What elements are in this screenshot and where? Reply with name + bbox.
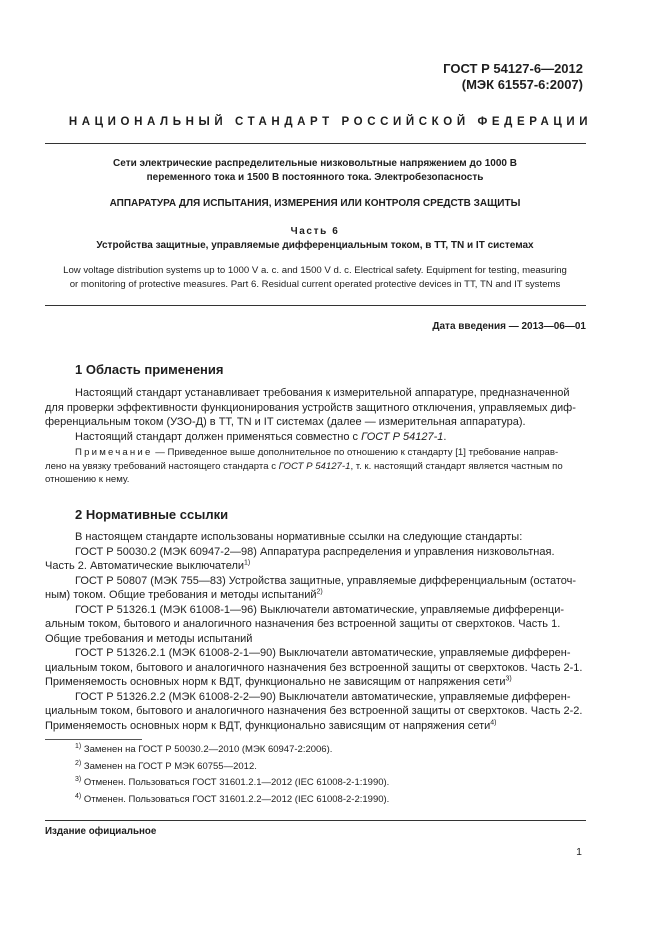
title-divider bbox=[45, 305, 586, 306]
s2-line-text: ным) током. Общие требования и методы испытаний bbox=[45, 589, 317, 601]
note-line-2a: лено на увязку требований настоящего стандарта с bbox=[45, 460, 279, 472]
s1-p2-text: Настоящий стандарт должен применяться совместно с bbox=[75, 430, 362, 443]
note-line-2-ref: ГОСТ Р 54127-1 bbox=[278, 460, 351, 472]
s1-line: ференциальным током (УЗО-Д) в TT, TN и IT системах (далее — измерительная аппаратура). bbox=[45, 416, 526, 428]
s2-line: циальным током, бытового и аналогичного назначения без встроенной защиты от сверхтоков. Часть 2-2. bbox=[45, 705, 583, 717]
header-divider bbox=[45, 143, 586, 144]
footnote-mark: 3) bbox=[75, 775, 82, 783]
s2-line: ГОСТ Р 51326.2.2 (МЭК 61008-2-2—90) Выключатели автоматические, управляемые дифферен- bbox=[75, 690, 571, 703]
section-1-heading: 1 Область применения bbox=[75, 362, 224, 377]
s2-line: ГОСТ Р 51326.2.1 (МЭК 61008-2-1—90) Выключатели автоматические, управляемые дифферен- bbox=[75, 647, 571, 659]
section-1-note bbox=[45, 446, 586, 487]
section-2-heading: 2 Нормативные ссылки bbox=[75, 507, 229, 522]
standard-code: ГОСТ Р 54127-6—2012 bbox=[443, 61, 583, 76]
national-standard-heading: НАЦИОНАЛЬНЫЙ СТАНДАРТ РОССИЙСКОЙ ФЕДЕРАЦИИ bbox=[68, 116, 593, 128]
s2-line: ГОСТ Р 50807 (МЭК 755—83) Устройства защитные, управляемые дифференциальным (остаточ- bbox=[75, 574, 577, 587]
footnote-divider bbox=[45, 739, 142, 740]
footnote-ref-1: 1) bbox=[244, 559, 251, 567]
s2-line: ГОСТ Р 50030.2 (МЭК 60947-2—98) Аппаратура распределения и управления низковольтная. bbox=[75, 545, 555, 558]
footnote-text: Отменен. Пользоваться ГОСТ 31601.2.1—2012 (IEC 61008-2-1:1990). bbox=[83, 777, 390, 788]
footnote-ref-4: 4) bbox=[490, 718, 497, 726]
title-line-1: Сети электрические распределительные низковольтные напряжением до 1000 В bbox=[113, 158, 517, 169]
s2-line: ГОСТ Р 51326.1 (МЭК 61008-1—96) Выключатели автоматические, управляемые дифференци- bbox=[75, 603, 565, 616]
footnote-mark: 4) bbox=[75, 792, 82, 800]
footnotes bbox=[75, 743, 389, 807]
s2-line-text: Применяемость основных норм к ВДТ, функционально не зависящим от напряжения сети bbox=[45, 676, 506, 688]
footnote-text: Отменен. Пользоваться ГОСТ 31601.2.2—2012 (IEC 61008-2-2:1990). bbox=[83, 793, 390, 805]
official-edition: Издание официальное bbox=[45, 826, 157, 837]
title-main: АППАРАТУРА ДЛЯ ИСПЫТАНИЯ, ИЗМЕРЕНИЯ ИЛИ КОНТРОЛЯ СРЕДСТВ ЗАЩИТЫ bbox=[109, 198, 521, 209]
s2-line: альным током, бытового и аналогичного назначения без встроенной защиты от сверхтоков. Часть 1. bbox=[45, 618, 561, 630]
s2-line: В настоящем стандарте использованы нормативные ссылки на следующие стандарты: bbox=[75, 531, 523, 543]
footnote-item bbox=[75, 776, 389, 790]
note-line-2b: , т. к. настоящий стандарт является частным по bbox=[350, 460, 563, 472]
s2-line-text: Часть 2. Автоматические выключатели bbox=[45, 560, 245, 572]
footnote-text: Заменен на ГОСТ Р МЭК 60755—2012. bbox=[83, 760, 257, 772]
footnote-ref-3: 3) bbox=[505, 675, 512, 683]
english-title-line-1: Low voltage distribution systems up to 1000 V a. c. and 1500 V d. c. Electrical safety. Equipment for testing, measuring bbox=[63, 265, 567, 276]
s2-line: циальным током, бытового и аналогичного назначения без встроенной защиты от сверхтоков. Часть 2-1. bbox=[45, 661, 583, 674]
note-line-3: отношению к нему. bbox=[45, 474, 130, 485]
page-number: 1 bbox=[576, 846, 582, 858]
note-line-1: — Приведенное выше дополнительное по отношению к стандарту [1] требование направ- bbox=[152, 447, 559, 458]
s2-line bbox=[45, 719, 586, 734]
s1-line: Настоящий стандарт устанавливает требования к измерительной аппаратуре, предназначенной bbox=[75, 387, 570, 399]
section-1-paragraph-2 bbox=[45, 430, 586, 445]
footnote-item bbox=[75, 743, 389, 757]
footnote-text: Заменен на ГОСТ Р 50030.2—2010 (МЭК 60947-2:2006). bbox=[83, 744, 333, 755]
note-label: Примечание bbox=[75, 447, 153, 458]
s2-line-text: Применяемость основных норм к ВДТ, функционально зависящим от напряжения сети bbox=[45, 719, 491, 732]
section-2-body bbox=[45, 530, 586, 733]
iec-code: (МЭК 61557-6:2007) bbox=[461, 77, 583, 92]
footnote-item bbox=[75, 760, 389, 774]
s2-line bbox=[45, 675, 586, 690]
footnote-mark: 1) bbox=[75, 742, 82, 750]
note-line bbox=[45, 460, 586, 474]
s2-line: Общие требования и методы испытаний bbox=[45, 632, 253, 645]
s2-line bbox=[45, 559, 586, 574]
s1-line: для проверки эффективности функционирования устройств защитного отключения, управляемых диф- bbox=[45, 401, 576, 414]
footer-divider bbox=[45, 820, 586, 821]
introduction-date: Дата введения — 2013—06—01 bbox=[432, 321, 586, 332]
section-1-paragraph-1 bbox=[45, 386, 586, 444]
note-line bbox=[45, 446, 586, 460]
title-line-2: переменного тока и 1500 В постоянного тока. Электробезопасность bbox=[146, 172, 484, 183]
footnote-item bbox=[75, 793, 389, 807]
s1-p2-end: . bbox=[443, 430, 447, 443]
title-subtitle: Устройства защитные, управляемые дифференциальным током, в TT, TN и IT системах bbox=[96, 240, 534, 251]
footnote-ref-2: 2) bbox=[316, 588, 323, 596]
s2-line bbox=[45, 588, 586, 603]
english-title-line-2: or monitoring of protective measures. Part 6. Residual current operated protective devices in TT, TN and IT systems bbox=[69, 279, 561, 290]
footnote-mark: 2) bbox=[75, 759, 82, 767]
s1-p2-ref: ГОСТ Р 54127-1 bbox=[361, 430, 444, 443]
title-part: Часть 6 bbox=[290, 226, 340, 237]
